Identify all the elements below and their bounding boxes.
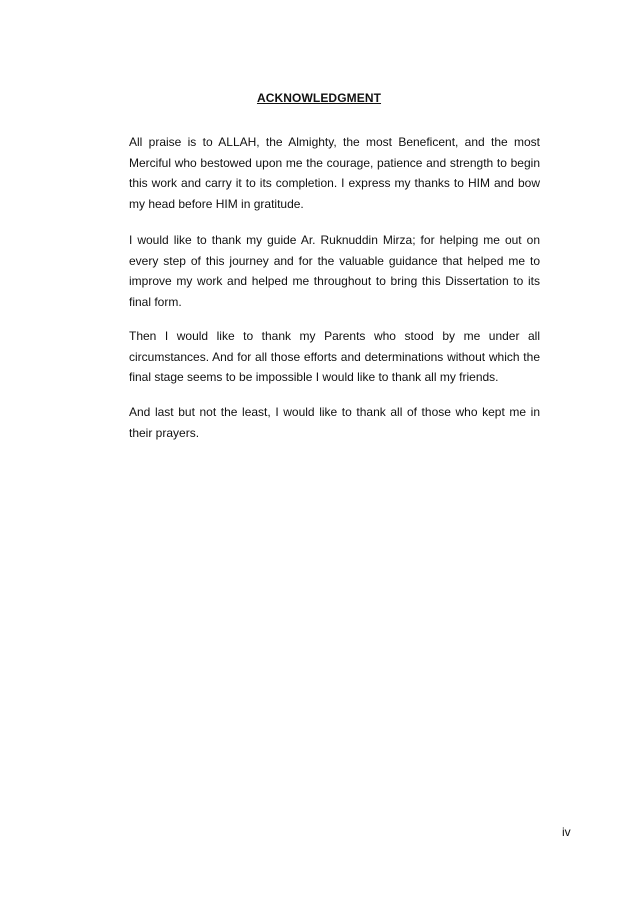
acknowledgment-paragraph-2: I would like to thank my guide Ar. Ruknuddin Mirza; for helping me out on every step of this journey and for the valuable guidance that helped me to improve my work and helped me throughout to bring this Dissertation to its final form. (129, 233, 540, 309)
acknowledgment-paragraph-3: Then I would like to thank my Parents who stood by me under all circumstances. And for all those efforts and determinations without which the final stage seems to be impossible I would like to thank all my friends. (129, 329, 540, 384)
page-number: iv (562, 825, 571, 839)
acknowledgment-paragraph-1: All praise is to ALLAH, the Almighty, the most Beneficent, and the most Merciful who bestowed upon me the courage, patience and strength to begin this work and carry it to its completion. I express my thanks to HIM and bow my head before HIM in gratitude. (129, 135, 540, 211)
acknowledgment-paragraph-4: And last but not the least, I would like to thank all of those who kept me in their prayers. (129, 405, 540, 440)
page-title: ACKNOWLEDGMENT (256, 91, 382, 105)
